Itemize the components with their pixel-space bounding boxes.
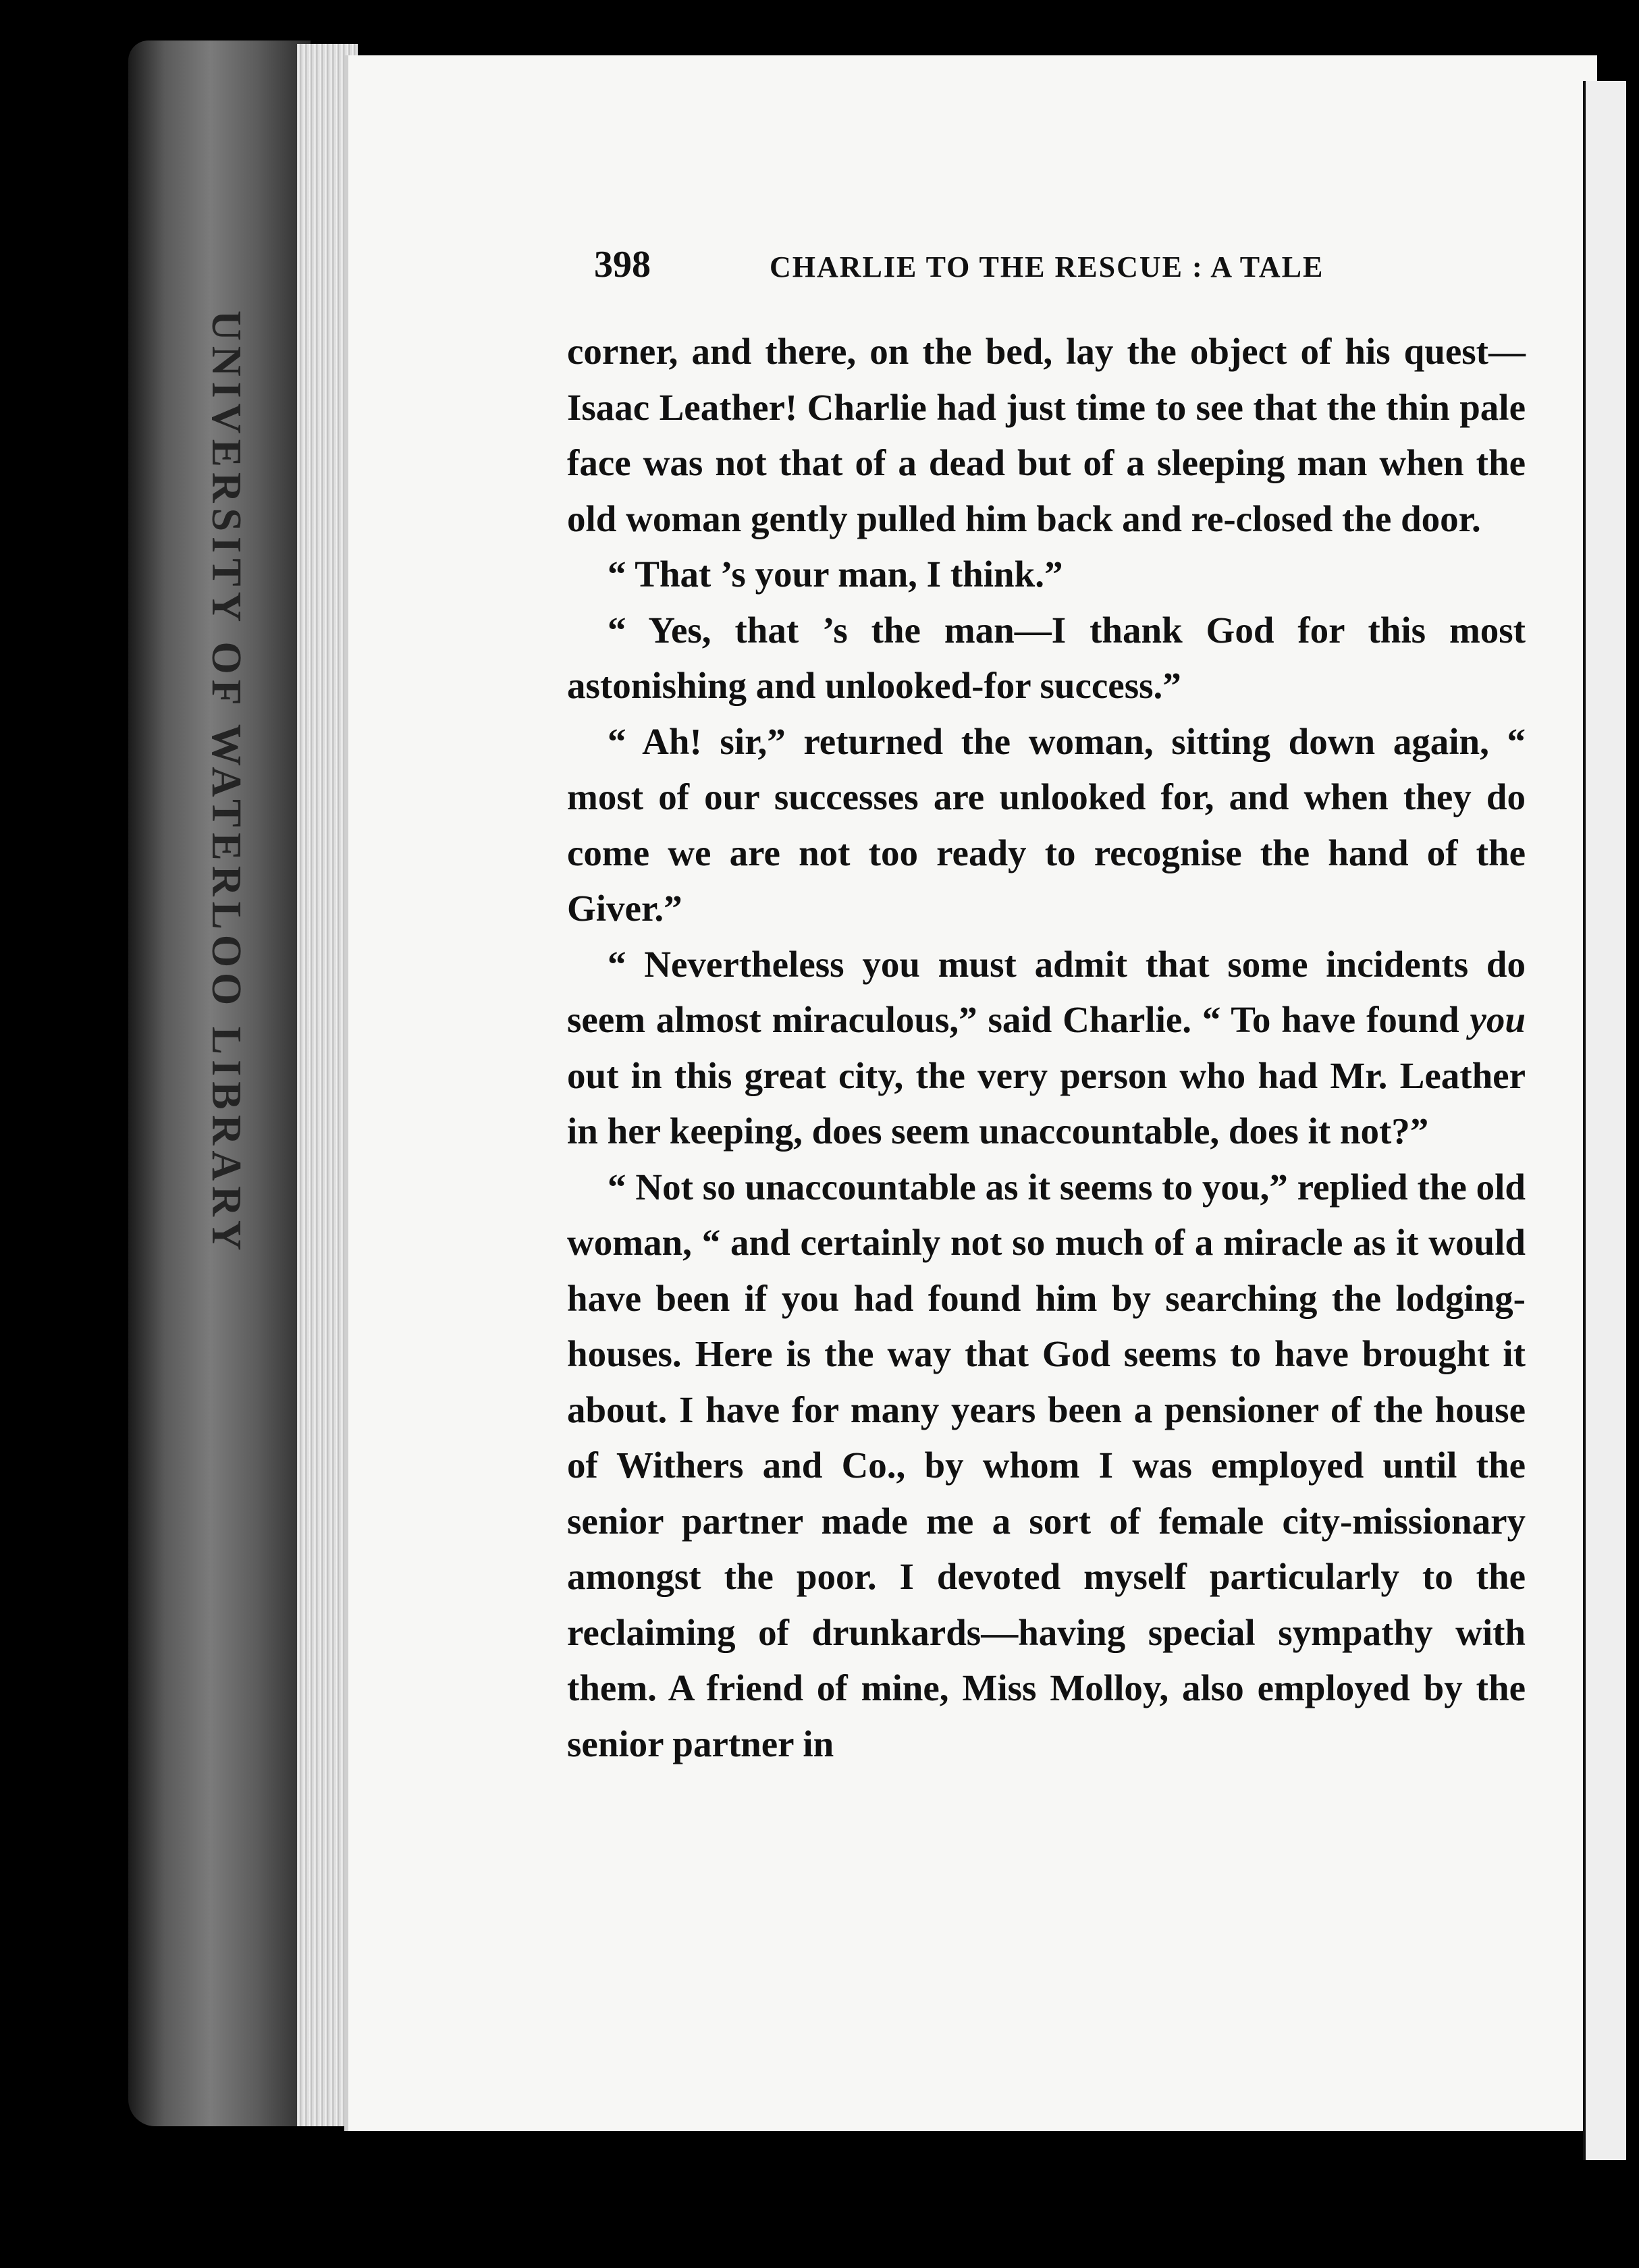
paragraph: “ Ah! sir,” returned the woman, sitting down again, “ most of our successes are unlooked for, and when they do come we are not too ready to recognise the hand of the Giver.” xyxy=(567,720,1526,929)
page-body xyxy=(567,324,1526,1772)
paragraph: “ Yes, that ’s the man—I thank God for this most astonishing and unlooked-for success.” xyxy=(567,609,1526,706)
paragraph: corner, and there, on the bed, lay the object of his quest—Isaac Leather! Charlie had just time to see that the thin pale face was not that of a dead but of a sleeping man when the old woman gently pulled him back and re-closed the door. xyxy=(567,331,1526,539)
page-header xyxy=(594,243,1553,284)
spine-library-stamp: UNIVERSITY OF WATERLOO LIBRARY xyxy=(203,310,249,1256)
page-number: 398 xyxy=(594,244,651,286)
adjacent-page-edge xyxy=(1583,81,1626,2174)
paragraph xyxy=(567,937,1526,1160)
paragraph-text: “ Nevertheless you must admit that some incidents do seem almost miraculous,” said Charlie. “ To have found xyxy=(567,943,1526,1040)
paragraph-text: out in this great city, the very person who had Mr. Leather in her keeping, does seem unaccountable, does it not?” xyxy=(567,1054,1526,1152)
emphasized-word: you xyxy=(1470,999,1526,1040)
bottom-shadow xyxy=(0,2160,1639,2268)
paragraph: “ That ’s your man, I think.” xyxy=(608,554,1063,595)
running-title: CHARLIE TO THE RESCUE : A TALE xyxy=(770,250,1324,284)
paragraph: “ Not so unaccountable as it seems to you,” replied the old woman, “ and certainly not so much of a miracle as it would have been if you had found him by searching the lodging-houses. Here is the way that God seems to have brought it about. I have for many years been a pensioner of the house of Withers and Co., by whom I was employed until the senior partner made me a sort of female city-missionary amongst the poor. I devoted myself particularly to the reclaiming of drunkards—having special sympathy with them. A friend of mine, Miss Molloy, also employed by the senior partner in xyxy=(567,1166,1526,1764)
